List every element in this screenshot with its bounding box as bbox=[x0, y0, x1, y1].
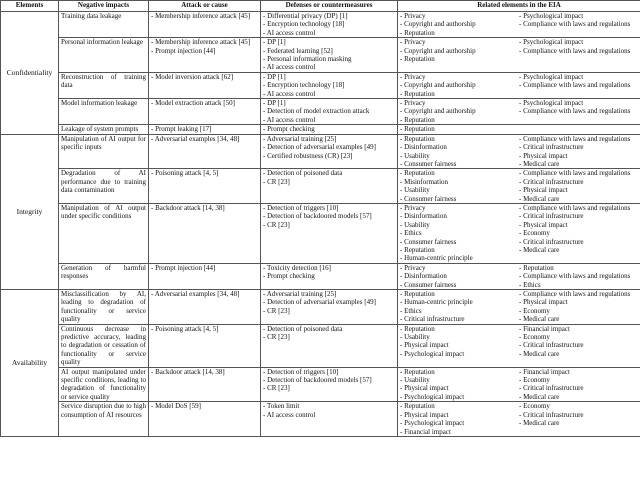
list-item: - Encryption technology [18] bbox=[263, 81, 345, 90]
eia-item: - Compliance with laws and regulations bbox=[519, 290, 631, 298]
list-item: - Detection of adversarial examples [49] bbox=[263, 143, 376, 152]
impact-cell: Misclassification by AI, leading to degradation of functionality or service quality bbox=[59, 290, 149, 325]
defense-cell bbox=[261, 134, 398, 169]
eia-item: - Medical care bbox=[519, 419, 560, 428]
attack-cell bbox=[149, 324, 261, 367]
list-item: - CR [23] bbox=[263, 220, 290, 229]
attack-cell bbox=[149, 12, 261, 38]
impact-cell: Generation of harmful responses bbox=[59, 263, 149, 289]
list-item: - Model inversion attack [62] bbox=[151, 72, 234, 81]
eia-item: - Privacy bbox=[400, 12, 426, 20]
attack-cell bbox=[149, 203, 261, 263]
list-item: - Prompt leaking [17] bbox=[151, 125, 212, 134]
eia-item: - Usability bbox=[400, 220, 430, 229]
list-item: - Poisoning attack [4, 5] bbox=[151, 324, 219, 333]
defense-cell bbox=[261, 99, 398, 125]
eia-item: - Compliance with laws and regulations bbox=[519, 134, 631, 143]
eia-item: - Compliance with laws and regulations bbox=[519, 169, 631, 178]
eia-item: - Privacy bbox=[400, 38, 426, 47]
eia-item: - Medical care bbox=[519, 315, 560, 324]
eia-column bbox=[400, 368, 519, 402]
defense-cell bbox=[261, 402, 398, 437]
list-item: - Adversarial training [25] bbox=[263, 134, 337, 143]
eia-item: - Reputation bbox=[400, 55, 435, 64]
list-item: - Detection of triggers [10] bbox=[263, 367, 339, 376]
eia-item: - Critical infrastructure bbox=[519, 384, 584, 393]
eia-item: - Critical infrastructure bbox=[519, 212, 584, 221]
eia-item: - Psychological impact bbox=[519, 12, 584, 20]
eia-column bbox=[519, 169, 638, 203]
eia-cell bbox=[398, 99, 640, 125]
defense-cell bbox=[261, 367, 398, 402]
eia-item: - Usability bbox=[400, 333, 430, 342]
list-item: - Personal information masking bbox=[263, 55, 352, 64]
eia-column bbox=[519, 204, 638, 263]
list-item: - DP [1] bbox=[263, 99, 286, 108]
header-cell: Defenses or countermeasures bbox=[261, 1, 398, 12]
eia-column bbox=[400, 73, 519, 98]
list-item: - AI access control bbox=[263, 410, 316, 419]
eia-cell bbox=[398, 38, 640, 73]
impact-cell: Manipulation of AI output for specific inputs bbox=[59, 134, 149, 169]
table-row bbox=[1, 38, 640, 73]
eia-cell bbox=[398, 72, 640, 98]
table-row bbox=[1, 402, 640, 437]
list-item: - Model extraction attack [50] bbox=[151, 99, 235, 108]
eia-item: - Psychological impact bbox=[400, 349, 465, 358]
list-item: - Adversarial examples [34, 48] bbox=[151, 134, 240, 143]
attack-cell bbox=[149, 290, 261, 325]
list-item: - Detection of poisoned data bbox=[263, 169, 343, 178]
eia-item: - Psychological impact bbox=[519, 99, 584, 108]
eia-column bbox=[519, 135, 638, 169]
list-item: - DP [1] bbox=[263, 38, 286, 47]
eia-item: - Critical infrastructure bbox=[519, 237, 584, 246]
impact-cell: Personal information leakage bbox=[59, 38, 149, 73]
eia-item: - Psychological impact bbox=[400, 392, 465, 401]
eia-item: - Compliance with laws and regulations bbox=[519, 272, 631, 281]
eia-item: - Critical infrastructure bbox=[400, 315, 465, 324]
attack-cell bbox=[149, 134, 261, 169]
eia-cell bbox=[398, 263, 640, 289]
attack-cell bbox=[149, 402, 261, 437]
eia-item: - Reputation bbox=[400, 324, 435, 333]
list-item: - CR [23] bbox=[263, 177, 290, 186]
eia-item: - Misinformation bbox=[400, 177, 449, 186]
eia-item: - Ethics bbox=[519, 280, 541, 289]
eia-column bbox=[519, 99, 638, 124]
eia-item: - Medical care bbox=[519, 245, 560, 254]
defense-cell bbox=[261, 125, 398, 134]
eia-item: - Disinformation bbox=[400, 212, 447, 221]
eia-item: - Consumer fairness bbox=[400, 194, 457, 203]
eia-item: - Privacy bbox=[400, 99, 426, 108]
element-cell: Confidentiality bbox=[1, 12, 59, 135]
list-item: - Encryption technology [18] bbox=[263, 20, 345, 29]
list-item: - Detection of adversarial examples [49] bbox=[263, 298, 376, 307]
list-item: - Adversarial training [25] bbox=[263, 290, 337, 298]
eia-cell bbox=[398, 367, 640, 402]
eia-item: - Economy bbox=[519, 376, 550, 385]
list-item: - CR [23] bbox=[263, 306, 290, 315]
eia-item: - Physical impact bbox=[400, 341, 449, 350]
eia-column bbox=[400, 204, 519, 263]
eia-item: - Economy bbox=[519, 306, 550, 315]
eia-column bbox=[519, 264, 638, 289]
list-item: - Adversarial examples [34, 48] bbox=[151, 290, 240, 298]
element-cell: Integrity bbox=[1, 134, 59, 289]
eia-item: - Physical impact bbox=[519, 220, 568, 229]
eia-item: - Physical impact bbox=[519, 186, 568, 195]
eia-item: - Physical impact bbox=[400, 410, 449, 419]
eia-item: - Ethics bbox=[400, 306, 422, 315]
eia-item: - Reputation bbox=[400, 169, 435, 178]
eia-cell bbox=[398, 169, 640, 204]
element-cell: Availability bbox=[1, 290, 59, 437]
eia-item: - Disinformation bbox=[400, 272, 447, 281]
impact-cell: Leakage of system prompts bbox=[59, 125, 149, 134]
eia-item: - Reputation bbox=[519, 263, 554, 272]
eia-item: - Psychological impact bbox=[519, 72, 584, 81]
eia-item: - Economy bbox=[519, 229, 550, 238]
list-item: - Model DoS [59] bbox=[151, 402, 201, 411]
eia-item: - Medical care bbox=[519, 349, 560, 358]
table-row bbox=[1, 169, 640, 204]
eia-column bbox=[400, 402, 519, 436]
defense-cell bbox=[261, 290, 398, 325]
attack-cell bbox=[149, 263, 261, 289]
defense-cell bbox=[261, 263, 398, 289]
eia-item: - Financial impact bbox=[519, 367, 570, 376]
list-item: - Detection of triggers [10] bbox=[263, 203, 339, 212]
eia-column bbox=[400, 12, 519, 37]
eia-item: - Compliance with laws and regulations bbox=[519, 46, 631, 55]
impact-cell: Degradation of AI performance due to training data contamination bbox=[59, 169, 149, 204]
defense-cell bbox=[261, 38, 398, 73]
eia-item: - Consumer fairness bbox=[400, 280, 457, 289]
list-item: - Backdoor attack [14, 38] bbox=[151, 203, 225, 212]
eia-column bbox=[519, 12, 638, 37]
eia-item: - Medical care bbox=[519, 159, 560, 168]
table-body bbox=[1, 12, 640, 437]
eia-item: - Reputation bbox=[400, 89, 435, 98]
impact-cell: Training data leakage bbox=[59, 12, 149, 38]
eia-item: - Psychological impact bbox=[519, 38, 584, 47]
eia-column bbox=[519, 402, 638, 436]
eia-item: - Critical infrastructure bbox=[519, 341, 584, 350]
eia-column bbox=[400, 99, 519, 124]
table-row bbox=[1, 324, 640, 367]
defense-cell bbox=[261, 72, 398, 98]
eia-item: - Compliance with laws and regulations bbox=[519, 20, 631, 29]
eia-item: - Medical care bbox=[519, 194, 560, 203]
table-row bbox=[1, 203, 640, 263]
list-item: - Prompt injection [44] bbox=[151, 263, 216, 272]
eia-item: - Privacy bbox=[400, 263, 426, 272]
attack-cell bbox=[149, 125, 261, 134]
eia-item: - Critical infrastructure bbox=[519, 177, 584, 186]
eia-item: - Human-centric principle bbox=[400, 254, 473, 263]
eia-cell bbox=[398, 203, 640, 263]
table-row bbox=[1, 72, 640, 98]
eia-column bbox=[400, 169, 519, 203]
eia-item: - Compliance with laws and regulations bbox=[519, 203, 631, 212]
impact-cell: Manipulation of AI output under specific conditions bbox=[59, 203, 149, 263]
defense-cell bbox=[261, 12, 398, 38]
attack-cell bbox=[149, 99, 261, 125]
eia-column bbox=[519, 368, 638, 402]
defense-cell bbox=[261, 324, 398, 367]
eia-item: - Medical care bbox=[519, 392, 560, 401]
list-item: - CR [23] bbox=[263, 384, 290, 393]
eia-item: - Physical impact bbox=[519, 151, 568, 160]
eia-item: - Reputation bbox=[400, 290, 435, 298]
eia-cell bbox=[398, 12, 640, 38]
eia-item: - Reputation bbox=[400, 402, 435, 411]
list-item: - AI access control bbox=[263, 89, 316, 98]
eia-item: - Reputation bbox=[400, 28, 435, 37]
list-item: - Detection of backdoored models [57] bbox=[263, 212, 372, 221]
eia-item: - Reputation bbox=[400, 367, 435, 376]
eia-column bbox=[519, 125, 638, 133]
header-cell: Related elements in the EIA bbox=[398, 1, 640, 12]
table-row bbox=[1, 263, 640, 289]
eia-item: - Disinformation bbox=[400, 143, 447, 152]
eia-item: - Privacy bbox=[400, 203, 426, 212]
list-item: - Differential privacy (DP) [1] bbox=[263, 12, 348, 20]
list-item: - CR [23] bbox=[263, 333, 290, 342]
eia-item: - Copyright and authorship bbox=[400, 46, 476, 55]
list-item: - Detection of model extraction attack bbox=[263, 107, 370, 116]
table-row bbox=[1, 290, 640, 325]
eia-item: - Physical impact bbox=[519, 298, 568, 307]
eia-cell bbox=[398, 290, 640, 325]
table-row bbox=[1, 12, 640, 38]
impact-cell: Reconstruction of training data bbox=[59, 72, 149, 98]
table-row bbox=[1, 125, 640, 134]
list-item: - Detection of backdoored models [57] bbox=[263, 376, 372, 385]
table-row bbox=[1, 99, 640, 125]
eia-item: - Economy bbox=[519, 402, 550, 411]
header-cell: Negative impacts bbox=[59, 1, 149, 12]
eia-item: - Ethics bbox=[400, 229, 422, 238]
list-item: - Prompt checking bbox=[263, 125, 315, 134]
list-item: - Detection of poisoned data bbox=[263, 324, 343, 333]
defense-cell bbox=[261, 169, 398, 204]
eia-column bbox=[400, 290, 519, 324]
eia-column bbox=[400, 325, 519, 359]
eia-column bbox=[519, 38, 638, 63]
list-item: - Federated learning [52] bbox=[263, 46, 333, 55]
eia-item: - Compliance with laws and regulations bbox=[519, 107, 631, 116]
table-row bbox=[1, 367, 640, 402]
list-item: - AI access control bbox=[263, 28, 316, 37]
eia-item: - Human-centric principle bbox=[400, 298, 473, 307]
attack-cell bbox=[149, 367, 261, 402]
eia-column bbox=[400, 125, 519, 133]
attack-cell bbox=[149, 169, 261, 204]
eia-item: - Usability bbox=[400, 151, 430, 160]
eia-item: - Psychological impact bbox=[400, 419, 465, 428]
impact-cell: AI output manipulated under specific conditions, leading to degradation of functionality or service quality bbox=[59, 367, 149, 402]
eia-column bbox=[519, 290, 638, 324]
eia-item: - Copyright and authorship bbox=[400, 81, 476, 90]
eia-column bbox=[400, 38, 519, 63]
eia-item: - Financial impact bbox=[400, 427, 451, 436]
eia-item: - Privacy bbox=[400, 72, 426, 81]
eia-column bbox=[400, 264, 519, 289]
header-cell: Attack or cause bbox=[149, 1, 261, 12]
eia-item: - Financial impact bbox=[519, 324, 570, 333]
eia-item: - Consumer fairness bbox=[400, 159, 457, 168]
eia-column bbox=[519, 73, 638, 98]
list-item: - AI access control bbox=[263, 115, 316, 124]
eia-item: - Reputation bbox=[400, 134, 435, 143]
list-item: - Membership inference attack [45] bbox=[151, 12, 251, 20]
eia-item: - Consumer fairness bbox=[400, 237, 457, 246]
list-item: - AI access control bbox=[263, 63, 316, 72]
impact-cell: Continuous decrease in predictive accuracy, leading to degradation or cessation of functionality or service quality bbox=[59, 324, 149, 367]
header-cell: Elements bbox=[1, 1, 59, 12]
eia-item: - Usability bbox=[400, 186, 430, 195]
eia-item: - Economy bbox=[519, 333, 550, 342]
eia-cell bbox=[398, 125, 640, 134]
list-item: - Membership inference attack [45] bbox=[151, 38, 251, 47]
attack-cell bbox=[149, 72, 261, 98]
eia-column bbox=[519, 325, 638, 359]
eia-item: - Reputation bbox=[400, 115, 435, 124]
impact-cell: Model information leakage bbox=[59, 99, 149, 125]
list-item: - Prompt injection [44] bbox=[151, 46, 216, 55]
list-item: - Backdoor attack [14, 38] bbox=[151, 367, 225, 376]
eia-item: - Reputation bbox=[400, 125, 435, 134]
list-item: - Poisoning attack [4, 5] bbox=[151, 169, 219, 178]
list-item: - DP [1] bbox=[263, 72, 286, 81]
list-item: - Token limit bbox=[263, 402, 300, 411]
eia-item: - Critical infrastructure bbox=[519, 143, 584, 152]
eia-item: - Copyright and authorship bbox=[400, 107, 476, 116]
impact-cell: Service disruption due to high consumption of AI resources bbox=[59, 402, 149, 437]
eia-cell bbox=[398, 402, 640, 437]
eia-item: - Copyright and authorship bbox=[400, 20, 476, 29]
table-row bbox=[1, 134, 640, 169]
defense-cell bbox=[261, 203, 398, 263]
eia-item: - Physical impact bbox=[400, 384, 449, 393]
eia-item: - Reputation bbox=[400, 245, 435, 254]
eia-item: - Compliance with laws and regulations bbox=[519, 81, 631, 90]
attack-cell bbox=[149, 38, 261, 73]
eia-item: - Critical infrastructure bbox=[519, 410, 584, 419]
eia-column bbox=[400, 135, 519, 169]
eia-cell bbox=[398, 134, 640, 169]
list-item: - Toxicity detection [16] bbox=[263, 263, 332, 272]
header-row bbox=[1, 1, 640, 12]
list-item: - Certified robustness (CR) [23] bbox=[263, 151, 353, 160]
list-item: - Prompt checking bbox=[263, 272, 315, 281]
eia-item: - Usability bbox=[400, 376, 430, 385]
eia-cell bbox=[398, 324, 640, 367]
